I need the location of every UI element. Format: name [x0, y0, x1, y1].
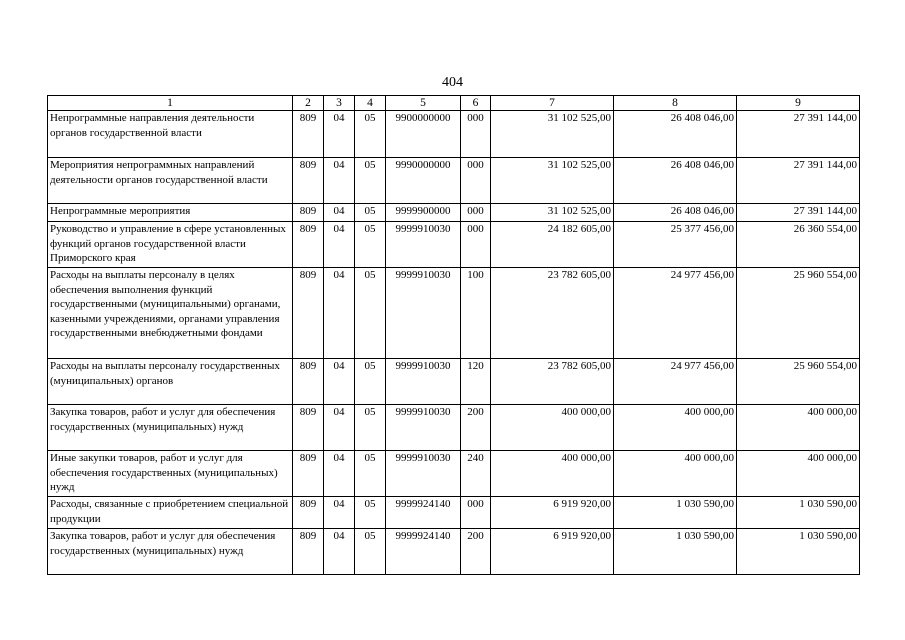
row-code-cell: 9999910030 [386, 359, 461, 405]
column-header: 9 [737, 96, 860, 111]
row-code-cell: 200 [461, 405, 491, 451]
row-code-cell: 000 [461, 222, 491, 268]
row-code-cell: 000 [461, 158, 491, 204]
row-code-cell: 809 [293, 111, 324, 158]
row-code-cell: 04 [324, 158, 355, 204]
row-code-cell: 809 [293, 451, 324, 497]
row-code-cell: 04 [324, 529, 355, 575]
row-code-cell: 05 [355, 204, 386, 222]
row-code-cell: 9999924140 [386, 529, 461, 575]
column-header: 6 [461, 96, 491, 111]
page-number: 404 [442, 75, 463, 90]
row-code-cell: 05 [355, 359, 386, 405]
row-code-cell: 04 [324, 222, 355, 268]
column-header: 8 [614, 96, 737, 111]
row-code-cell: 809 [293, 405, 324, 451]
table-row [48, 359, 860, 405]
table-row [48, 158, 860, 204]
row-amount-cell: 23 782 605,00 [491, 268, 614, 359]
row-name-cell: Закупка товаров, работ и услуг для обеспечения государственных (муниципальных) нужд [48, 405, 293, 451]
table-row [48, 111, 860, 158]
row-code-cell: 809 [293, 204, 324, 222]
row-code-cell: 04 [324, 359, 355, 405]
row-code-cell: 04 [324, 451, 355, 497]
row-amount-cell: 24 977 456,00 [614, 268, 737, 359]
row-amount-cell: 24 182 605,00 [491, 222, 614, 268]
table-row [48, 529, 860, 575]
row-code-cell: 04 [324, 497, 355, 529]
row-name-cell: Непрограммные направления деятельности органов государственной власти [48, 111, 293, 158]
column-header: 2 [293, 96, 324, 111]
row-name-cell: Расходы на выплаты персоналу государственных (муниципальных) органов [48, 359, 293, 405]
table-row [48, 497, 860, 529]
row-amount-cell: 6 919 920,00 [491, 529, 614, 575]
table-row [48, 268, 860, 359]
row-amount-cell: 24 977 456,00 [614, 359, 737, 405]
row-code-cell: 05 [355, 158, 386, 204]
row-amount-cell: 400 000,00 [491, 405, 614, 451]
row-amount-cell: 400 000,00 [737, 405, 860, 451]
row-amount-cell: 400 000,00 [614, 451, 737, 497]
row-amount-cell: 26 360 554,00 [737, 222, 860, 268]
row-amount-cell: 31 102 525,00 [491, 158, 614, 204]
row-code-cell: 05 [355, 497, 386, 529]
row-name-cell: Руководство и управление в сфере установленных функций органов государственной власти Приморского края [48, 222, 293, 268]
row-amount-cell: 27 391 144,00 [737, 204, 860, 222]
row-amount-cell: 400 000,00 [491, 451, 614, 497]
row-amount-cell: 25 960 554,00 [737, 359, 860, 405]
row-amount-cell: 400 000,00 [737, 451, 860, 497]
table-row [48, 222, 860, 268]
row-code-cell: 000 [461, 111, 491, 158]
row-code-cell: 04 [324, 268, 355, 359]
row-code-cell: 9999924140 [386, 497, 461, 529]
row-name-cell: Расходы на выплаты персоналу в целях обеспечения выполнения функций государственными (муниципальными) органами, казенными учреждениями, органами управления государственными внебюджетными фондами [48, 268, 293, 359]
row-code-cell: 240 [461, 451, 491, 497]
column-header: 5 [386, 96, 461, 111]
row-amount-cell: 26 408 046,00 [614, 204, 737, 222]
row-amount-cell: 1 030 590,00 [614, 529, 737, 575]
table-body [48, 111, 860, 575]
row-amount-cell: 27 391 144,00 [737, 111, 860, 158]
row-amount-cell: 1 030 590,00 [614, 497, 737, 529]
table-row [48, 405, 860, 451]
row-name-cell: Иные закупки товаров, работ и услуг для обеспечения государственных (муниципальных) нужд [48, 451, 293, 497]
row-code-cell: 809 [293, 158, 324, 204]
row-amount-cell: 31 102 525,00 [491, 204, 614, 222]
row-code-cell: 05 [355, 111, 386, 158]
header-row [48, 96, 860, 111]
row-amount-cell: 25 377 456,00 [614, 222, 737, 268]
row-code-cell: 000 [461, 497, 491, 529]
column-header: 4 [355, 96, 386, 111]
row-code-cell: 200 [461, 529, 491, 575]
row-code-cell: 809 [293, 222, 324, 268]
row-code-cell: 9999910030 [386, 268, 461, 359]
row-code-cell: 809 [293, 268, 324, 359]
row-amount-cell: 6 919 920,00 [491, 497, 614, 529]
table-row [48, 451, 860, 497]
row-code-cell: 05 [355, 222, 386, 268]
row-amount-cell: 1 030 590,00 [737, 529, 860, 575]
row-code-cell: 04 [324, 111, 355, 158]
table-row [48, 204, 860, 222]
row-code-cell: 9999910030 [386, 405, 461, 451]
row-code-cell: 9999910030 [386, 222, 461, 268]
row-code-cell: 809 [293, 359, 324, 405]
row-code-cell: 04 [324, 204, 355, 222]
row-amount-cell: 26 408 046,00 [614, 158, 737, 204]
row-code-cell: 05 [355, 529, 386, 575]
row-code-cell: 100 [461, 268, 491, 359]
row-amount-cell: 27 391 144,00 [737, 158, 860, 204]
row-code-cell: 9999910030 [386, 451, 461, 497]
row-code-cell: 05 [355, 451, 386, 497]
row-amount-cell: 400 000,00 [614, 405, 737, 451]
budget-table [47, 95, 860, 575]
row-amount-cell: 1 030 590,00 [737, 497, 860, 529]
row-amount-cell: 31 102 525,00 [491, 111, 614, 158]
column-header: 7 [491, 96, 614, 111]
row-code-cell: 9999900000 [386, 204, 461, 222]
row-name-cell: Расходы, связанные с приобретением специальной продукции [48, 497, 293, 529]
row-code-cell: 809 [293, 529, 324, 575]
column-header: 1 [48, 96, 293, 111]
row-amount-cell: 26 408 046,00 [614, 111, 737, 158]
row-name-cell: Непрограммные мероприятия [48, 204, 293, 222]
row-name-cell: Закупка товаров, работ и услуг для обеспечения государственных (муниципальных) нужд [48, 529, 293, 575]
row-code-cell: 9990000000 [386, 158, 461, 204]
row-code-cell: 05 [355, 405, 386, 451]
row-code-cell: 05 [355, 268, 386, 359]
row-code-cell: 9900000000 [386, 111, 461, 158]
row-amount-cell: 23 782 605,00 [491, 359, 614, 405]
row-code-cell: 04 [324, 405, 355, 451]
row-code-cell: 000 [461, 204, 491, 222]
row-code-cell: 809 [293, 497, 324, 529]
row-amount-cell: 25 960 554,00 [737, 268, 860, 359]
column-header: 3 [324, 96, 355, 111]
row-name-cell: Мероприятия непрограммных направлений деятельности органов государственной власти [48, 158, 293, 204]
row-code-cell: 120 [461, 359, 491, 405]
